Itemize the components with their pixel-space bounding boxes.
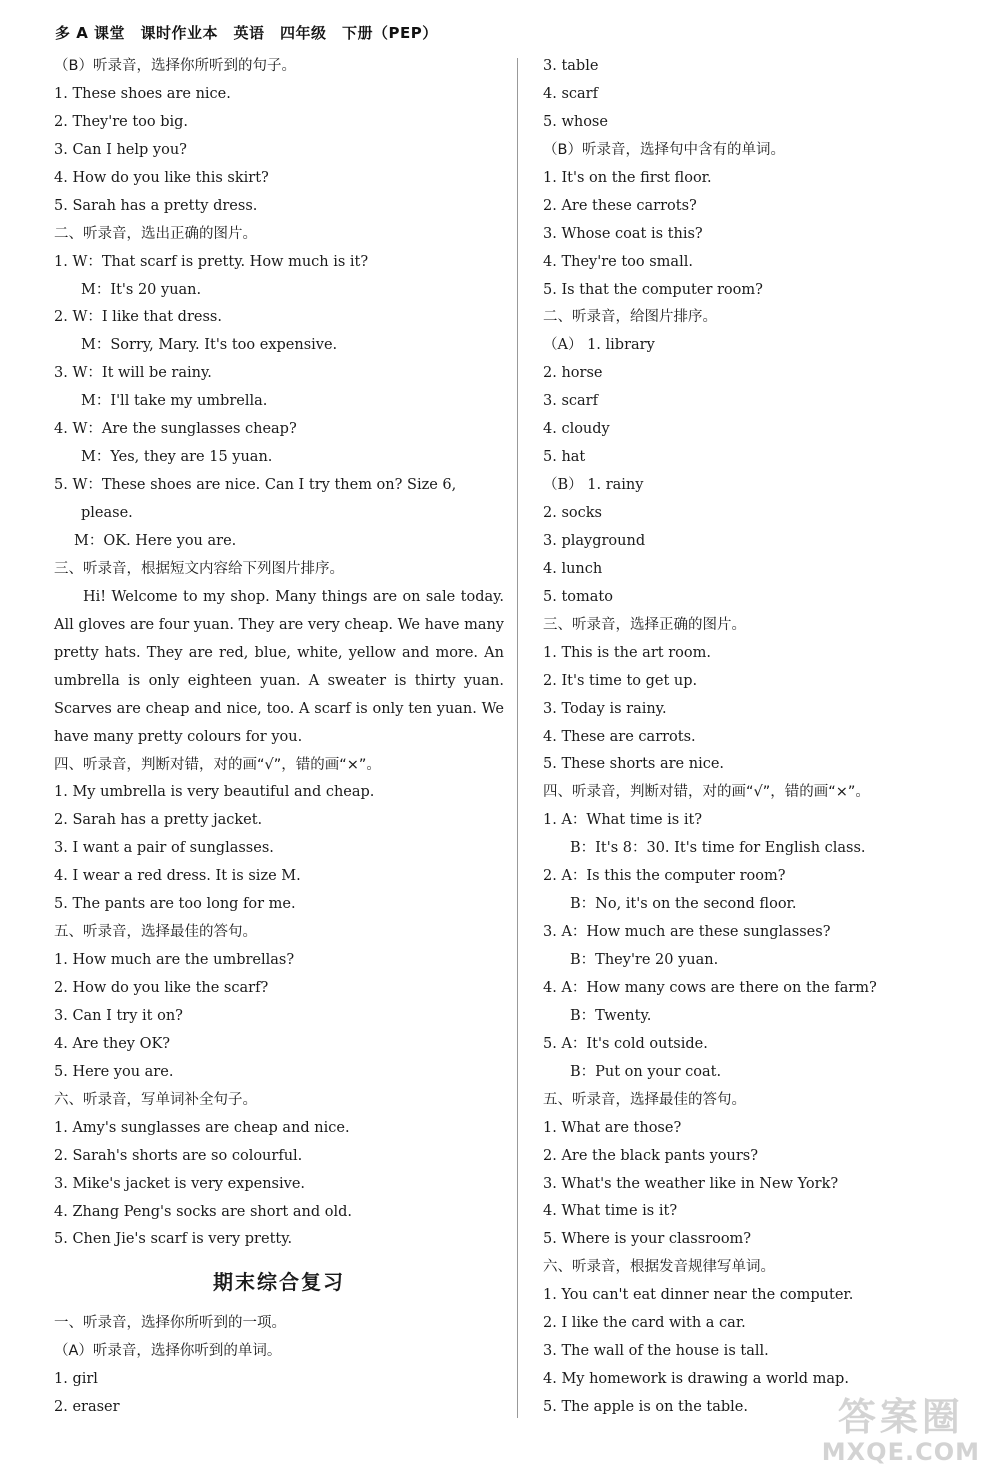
exercise-item: 3. W：It will be rainy. (54, 365, 212, 382)
exercise-item: 4. Are they OK? (54, 1035, 171, 1052)
dialogue-line: M：I'll take my umbrella. (81, 393, 268, 410)
exercise-item: 2. How do you like the scarf? (54, 980, 269, 997)
exercise-item: 3. What's the weather like in New York? (543, 1175, 839, 1192)
exercise-item: 2. Sarah's shorts are so colourful. (54, 1147, 303, 1164)
exercise-item: 1. How much are the umbrellas? (54, 952, 295, 969)
dialogue-line: M：Sorry, Mary. It's too expensive. (81, 337, 338, 354)
exercise-item: 5. Sarah has a pretty dress. (54, 197, 258, 214)
exercise-item: 2. They're too big. (54, 113, 189, 130)
exercise-heading: 一、听录音，选择你所听到的一项。 (54, 1315, 286, 1332)
dialogue-line: please. (81, 505, 133, 521)
dialogue-line: B：They're 20 yuan. (570, 952, 719, 968)
exercise-item: 5. Here you are. (54, 1063, 174, 1080)
exercise-item: 1. My umbrella is very beautiful and cheap. (54, 784, 375, 801)
exercise-heading: 四、听录音，判断对错，对的画“√”，错的画“×”。 (54, 756, 381, 773)
exercise-item: 1. This is the art room. (543, 644, 711, 661)
exercise-item: 2. It's time to get up. (543, 672, 698, 689)
exercise-item: 3. scarf (543, 393, 598, 410)
exercise-item: 5. Chen Jie's scarf is very pretty. (54, 1231, 293, 1248)
right-column (543, 53, 993, 1422)
page-header: 多 A 课堂 课时作业本 英语 四年级 下册（PEP） (55, 24, 438, 42)
exercise-item: 1. These shoes are nice. (54, 85, 231, 102)
exercise-item: （A） 1. library (543, 337, 655, 354)
exercise-item: 5. Where is your classroom? (543, 1231, 752, 1248)
dialogue-line: B：Put on your coat. (570, 1063, 722, 1080)
watermark-logo (822, 1395, 980, 1465)
exercise-item: 5. W：These shoes are nice. Can I try them on? Size 6, (54, 477, 457, 494)
exercise-item: 4. W：Are the sunglasses cheap? (54, 421, 297, 438)
exercise-item: 2. socks (543, 505, 602, 521)
exercise-item: 5. hat (543, 449, 586, 466)
exercise-heading: 二、听录音，给图片排序。 (543, 309, 717, 326)
exercise-item: 4. lunch (543, 560, 603, 577)
exercise-item: 1. W：That scarf is pretty. How much is it? (54, 253, 369, 270)
exercise-item: 3. The wall of the house is tall. (543, 1343, 769, 1360)
exercise-item: 4. How do you like this skirt? (54, 169, 269, 186)
exercise-item: 3. playground (543, 532, 646, 549)
exercise-item: 1. It's on the first floor. (543, 169, 712, 186)
dialogue-line: B：It's 8：30. It's time for English class. (570, 840, 866, 857)
exercise-item: 5. Is that the computer room? (543, 281, 763, 298)
exercise-item: 3. table (543, 58, 599, 74)
exercise-item: 2. A：Is this the computer room? (543, 868, 786, 885)
exercise-item: 4. scarf (543, 85, 598, 102)
exercise-item: 3. A：How much are these sunglasses? (543, 924, 831, 941)
exercise-item: 5. These shorts are nice. (543, 756, 725, 773)
exercise-item: 3. Can I try it on? (54, 1007, 183, 1024)
exercise-item: 4. I wear a red dress. It is size M. (54, 868, 301, 885)
exercise-item: 2. W：I like that dress. (54, 309, 222, 326)
exercise-item: 5. A：It's cold outside. (543, 1035, 708, 1052)
exercise-heading: 四、听录音，判断对错，对的画“√”，错的画“×”。 (543, 784, 870, 801)
exercise-item: 2. Are these carrots? (543, 197, 697, 214)
exercise-item: 4. My homework is drawing a world map. (543, 1371, 849, 1388)
dialogue-line: B：Twenty. (570, 1007, 652, 1024)
exercise-item: 3. Today is rainy. (543, 700, 667, 717)
exercise-item: 3. Can I help you? (54, 141, 187, 158)
exercise-heading: 二、听录音，选出正确的图片。 (54, 225, 257, 242)
exercise-item: 4. They're too small. (543, 253, 693, 270)
dialogue-line: B：No, it's on the second floor. (570, 896, 797, 913)
exercise-heading: 五、听录音，选择最佳的答句。 (543, 1091, 746, 1108)
exercise-item: 1. A：What time is it? (543, 812, 703, 829)
exercise-item: 1. You can't eat dinner near the computer. (543, 1287, 854, 1304)
exercise-item: 4. cloudy (543, 421, 610, 438)
exercise-item: 4. Zhang Peng's socks are short and old. (54, 1203, 352, 1220)
exercise-item: 3. I want a pair of sunglasses. (54, 840, 274, 857)
exercise-item: 2. Sarah has a pretty jacket. (54, 812, 263, 829)
exercise-item: 4. What time is it? (543, 1203, 678, 1220)
exercise-heading: （B）听录音，选择句中含有的单词。 (543, 141, 785, 158)
exercise-heading: （A）听录音，选择你听到的单词。 (54, 1343, 282, 1360)
dialogue-line: M：OK. Here you are. (74, 532, 237, 549)
passage-paragraph: Hi! Welcome to my shop. Many things are on sale today. All gloves are four yuan. They are very cheap. We have many pretty hats. They are red, blue, white, yellow and more. An umbrella is only eighteen yuan. A sweater is thirty yuan. Scarves are cheap and nice, too. A scarf is only ten yuan. We have many pretty colours for you. (54, 588, 504, 745)
exercise-heading: （B）听录音，选择你所听到的句子。 (54, 58, 296, 74)
exercise-item: 2. horse (543, 365, 603, 382)
exercise-item: 4. A：How many cows are there on the farm? (543, 979, 877, 996)
dialogue-line: M：It's 20 yuan. (81, 281, 202, 298)
exercise-item: 2. I like the card with a car. (543, 1315, 746, 1332)
exercise-heading: 三、听录音，选择正确的图片。 (543, 616, 746, 633)
exercise-heading: 六、听录音，根据发音规律写单词。 (543, 1259, 775, 1276)
exercise-item: 5. whose (543, 113, 608, 130)
exercise-heading: 六、听录音，写单词补全句子。 (54, 1091, 257, 1108)
exercise-item: 3. Whose coat is this? (543, 225, 703, 242)
exercise-item: 4. These are carrots. (543, 728, 696, 745)
exercise-heading: 三、听录音，根据短文内容给下列图片排序。 (54, 560, 344, 577)
watermark-title: 答案圈 (837, 1395, 964, 1439)
exercise-item: （B） 1. rainy (543, 477, 644, 494)
exercise-item: 1. girl (54, 1371, 98, 1388)
watermark-url: MXQE.COM (821, 1438, 980, 1466)
exercise-item: 1. Amy's sunglasses are cheap and nice. (54, 1119, 350, 1136)
column-divider (517, 58, 518, 1418)
exercise-item: 3. Mike's jacket is very expensive. (54, 1175, 306, 1192)
left-column (54, 53, 504, 1422)
exercise-item: 1. What are those? (543, 1119, 682, 1136)
exercise-heading: 五、听录音，选择最佳的答句。 (54, 924, 257, 941)
exercise-item: 5. The pants are too long for me. (54, 896, 296, 913)
exercise-item: 2. eraser (54, 1399, 120, 1416)
exercise-item: 5. The apple is on the table. (543, 1399, 748, 1415)
exercise-item: 2. Are the black pants yours? (543, 1147, 759, 1164)
section-title: 期末综合复习 (213, 1270, 345, 1295)
dialogue-line: M：Yes, they are 15 yuan. (81, 449, 273, 466)
exercise-item: 5. tomato (543, 588, 613, 605)
